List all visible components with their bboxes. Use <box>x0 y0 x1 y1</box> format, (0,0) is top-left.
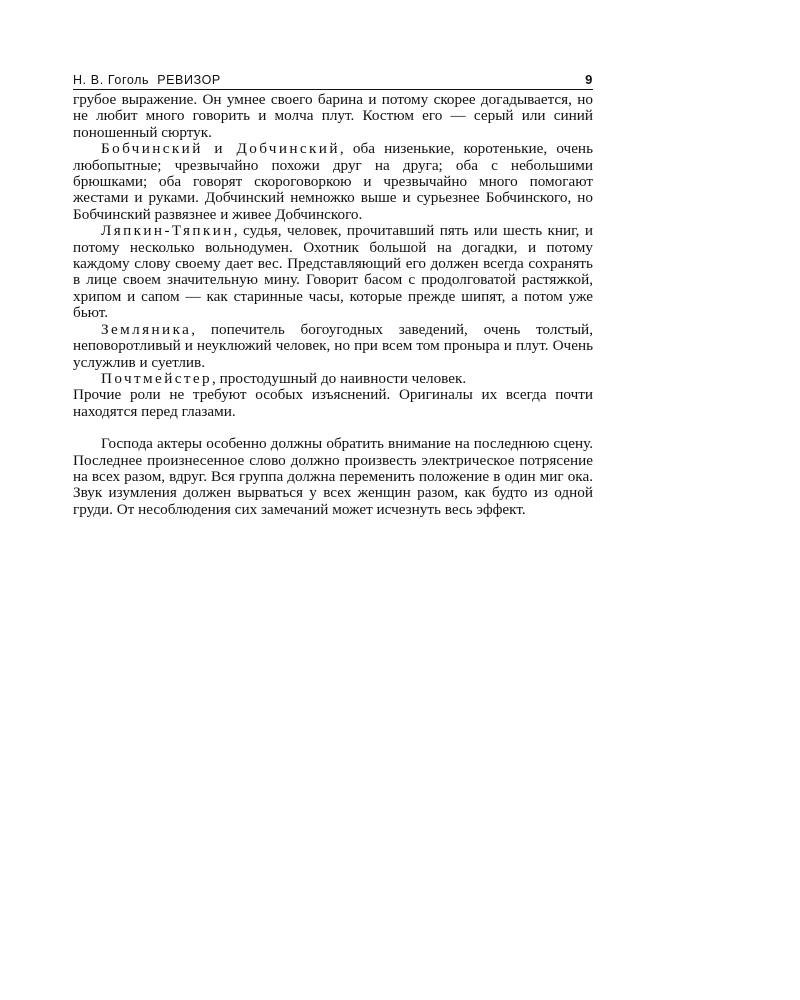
header-work-title: РЕВИЗОР <box>157 73 221 87</box>
body-text <box>73 92 593 518</box>
paragraph-text: , оба низенькие, коротенькие, очень любопытные; чрезвычайно похожи друг на друга; оба с небольшими брюшками; оба говорят скороговоркою и чрезвычайно много помогают жестами и руками. Добчинский немножко выше и сурьезнее Бобчинского, но Бобчинский развязнее и живее Добчинского. <box>73 140 593 223</box>
paragraph-text: , судья, человек, прочитавший пять или шесть книг, и потому несколько вольнодумен. Охотник большой на догадки, и потому каждому слову своему дает вес. Представляющий его должен всегда сохранять в лице своем значительную мину. Говорит басом с продолговатой растяжкой, хрипом и сапом — как старинные часы, которые прежде шипят, а потом уже бьют. <box>73 222 593 322</box>
header-author: Н. В. Гоголь <box>73 73 150 87</box>
paragraph-text: Господа актеры особенно должны обратить внимание на последнюю сцену. Последнее произнесенное слово должно произвесть электрическое потрясение на всех разом, вдруг. Вся группа должна переменить положение в один миг ока. Звук изумления должен вырваться у всех женщин разом, как будто из одной груди. От несоблюдения сих замечаний может исчезнуть весь эффект. <box>73 435 593 518</box>
paragraph-text: грубое выражение. Он умнее своего барина и потому скорее догадывается, но не любит много говорить и молча плут. Костюм его — серый или синий поношенный сюртук. <box>73 91 593 141</box>
character-name: Почтмейстер <box>101 369 213 387</box>
header-left <box>73 73 221 87</box>
character-name: Бобчинский и Добчинский <box>101 140 340 158</box>
paragraph-text: , попечитель богоугодных заведений, очень толстый, неповоротливый и неуклюжий человек, но при всем том проныра и плут. Очень услужлив и суетлив. <box>73 320 593 371</box>
document-page <box>73 70 593 518</box>
paragraph-text: , простодушный до наивности человек. <box>212 369 467 387</box>
paragraph-final-scene-note <box>73 436 593 518</box>
paragraph-servant-continuation <box>73 92 593 141</box>
paragraph-text: Прочие роли не требуют особых изъяснений. Оригиналы их всегда почти находятся перед глазами. <box>73 386 593 420</box>
running-header <box>73 70 593 90</box>
character-name: Земляника <box>101 320 192 338</box>
page-number: 9 <box>585 72 593 87</box>
paragraph-lyapkin-tyapkin <box>73 223 593 321</box>
character-name: Ляпкин-Тяпкин <box>101 222 234 240</box>
paragraph-pochtmeister <box>73 371 593 387</box>
paragraph-other-roles <box>73 387 593 420</box>
paragraph-bobchinsky-dobchinsky <box>73 141 593 223</box>
paragraph-zemlyanika <box>73 322 593 371</box>
